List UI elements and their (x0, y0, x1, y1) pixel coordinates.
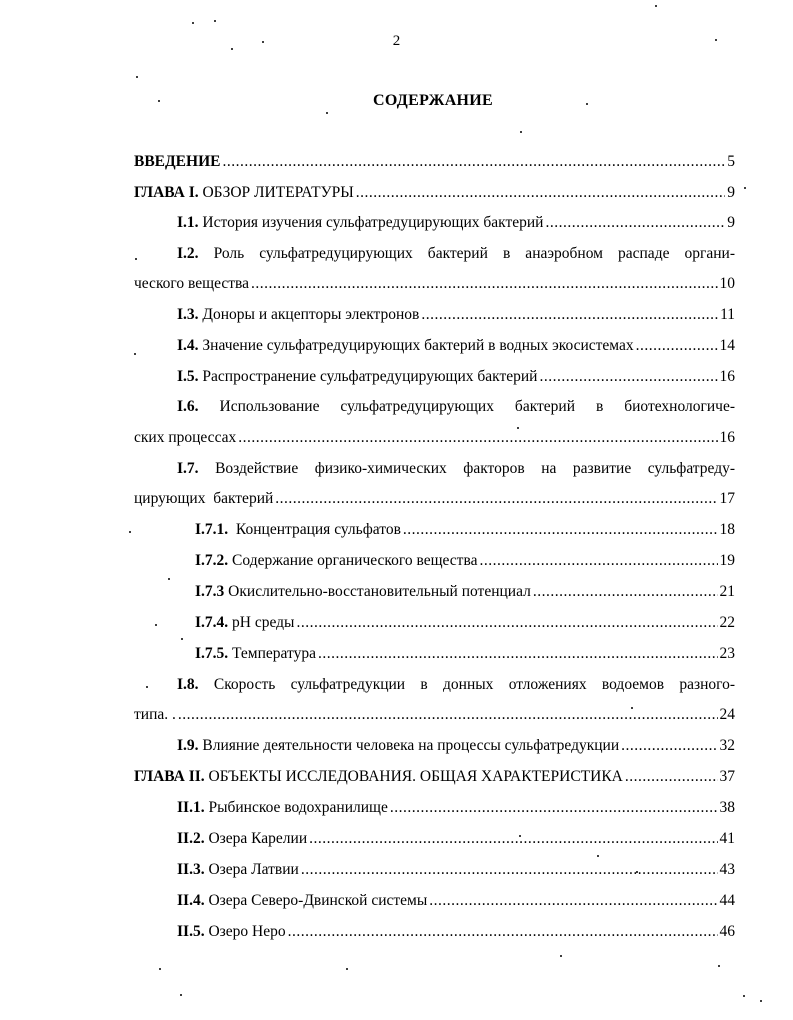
toc-entry-number: I.7.5. (195, 645, 229, 662)
toc-entry (177, 306, 735, 324)
toc-entry (177, 337, 735, 355)
toc-entry (195, 614, 735, 632)
toc-entry-page: 10 (719, 275, 735, 292)
toc-entry-page: 14 (719, 337, 735, 354)
toc-entry-page: 41 (719, 830, 735, 847)
toc-entry-text: Воздействие физико-химических факторов на развитие сульфатреду- (198, 460, 735, 477)
page-title: СОДЕРЖАНИЕ (372, 92, 494, 109)
toc-entry-text: ОБЪЕКТЫ ИССЛЕДОВАНИЯ. ОБЩАЯ ХАРАКТЕРИСТИКА (204, 768, 623, 785)
toc-entry-number: I.7.3 (195, 583, 225, 600)
toc-entry-text: Концентрация сульфатов (228, 521, 401, 538)
toc-entry (134, 153, 735, 171)
toc-entry-page: 24 (719, 706, 735, 723)
toc-entry-page: 11 (720, 306, 735, 323)
toc-entry-number: I.9. (177, 737, 199, 754)
toc-entry (177, 892, 735, 910)
toc-entry-text: ческого вещества (134, 275, 249, 292)
toc-entry-text: Роль сульфатредуцирующих бактерий в анаэробном распаде органи- (198, 245, 735, 262)
toc-entry-page: 46 (719, 923, 735, 940)
toc-entry (177, 861, 735, 879)
toc-entry-page: 38 (719, 799, 735, 816)
toc-entry-text: Рыбинское водохранилище (204, 799, 388, 816)
toc-entry-number: I.3. (177, 306, 199, 323)
toc-entry-text: цирующих бактерий (134, 490, 274, 507)
toc-entry-number: II.4. (177, 892, 205, 909)
toc-entry-text: ских процессах (134, 429, 237, 446)
toc-entry-text: Озера Северо-Двинской системы (204, 892, 428, 909)
toc-entry-number: ГЛАВА I. (134, 184, 199, 201)
toc-entry-text: Озера Латвии (204, 861, 299, 878)
toc-entry-number: I.7.2. (195, 552, 229, 569)
toc-entry-text: Значение сульфатредуцирующих бактерий в водных экосистемах (198, 337, 634, 354)
toc-entry-line2 (134, 429, 735, 447)
toc-entry-number: I.4. (177, 337, 199, 354)
toc-entry-number: I.8. (177, 676, 199, 693)
toc-entry-text: Доноры и акцепторы электронов (198, 306, 420, 323)
toc-entry (177, 368, 735, 386)
toc-entry-number: I.7.1. (195, 521, 229, 538)
toc-entry-line1 (177, 398, 735, 416)
toc-entry-page: 22 (719, 614, 735, 631)
toc-entry-line2 (134, 706, 735, 724)
toc-entry-number: I.6. (177, 398, 199, 415)
toc-entry-text: типа. . (134, 706, 176, 723)
toc-entry-text: Влияние деятельности человека на процессы сульфатредукции (198, 737, 620, 754)
toc-entry (134, 184, 735, 202)
toc-entry-number: I.7. (177, 460, 199, 477)
toc-entry-text: Температура (228, 645, 316, 662)
toc-entry-number: I.7.4. (195, 614, 229, 631)
toc-entry-text: Использование сульфатредуцирующих бактерий в биотехнологиче- (198, 398, 735, 415)
toc-entry-number: ГЛАВА II. (134, 768, 205, 785)
toc-entry (177, 214, 735, 232)
toc-entry (177, 923, 735, 941)
page-number: 2 (392, 33, 401, 49)
toc-entry-text: pH среды (228, 614, 295, 631)
toc-entry-page: 19 (719, 552, 735, 569)
toc-entry-text: История изучения сульфатредуцирующих бактерий (198, 214, 544, 231)
toc-entry-page: 37 (719, 768, 735, 785)
toc-entry (195, 521, 735, 539)
toc-entry-number: II.5. (177, 923, 205, 940)
toc-entry-text: Содержание органического вещества (228, 552, 478, 569)
toc-entry (177, 799, 735, 817)
toc-entry-page: 9 (727, 214, 735, 231)
toc-entry-text: Озера Карелии (204, 830, 308, 847)
toc-entry-text: ОБЗОР ЛИТЕРАТУРЫ (198, 184, 354, 201)
toc-entry-number: I.1. (177, 214, 199, 231)
toc-entry-page: 18 (719, 521, 735, 538)
toc-entry-line2 (134, 275, 735, 293)
toc-entry-line1 (177, 460, 735, 478)
toc-entry-number: II.3. (177, 861, 205, 878)
toc-entry-page: 44 (719, 892, 735, 909)
toc-entry-page: 16 (719, 429, 735, 446)
toc-entry-number: I.2. (177, 245, 199, 262)
toc-entry (195, 583, 735, 601)
toc-entry-page: 5 (727, 153, 735, 170)
toc-entry-number: II.1. (177, 799, 205, 816)
toc-entry-text: Распространение сульфатредуцирующих бактерий (198, 368, 538, 385)
toc-entry-line2 (134, 490, 735, 508)
toc-entry-page: 21 (719, 583, 735, 600)
toc-entry (195, 552, 735, 570)
toc-entry-text: Озеро Неро (204, 923, 286, 940)
toc-entry-page: 16 (719, 368, 735, 385)
toc-entry-number: I.5. (177, 368, 199, 385)
toc-entry-page: 43 (719, 861, 735, 878)
toc-entry-number: II.2. (177, 830, 205, 847)
toc-entry (177, 830, 735, 848)
toc-entry-page: 9 (727, 184, 735, 201)
toc-entry-text: Окислительно-восстановительный потенциал (224, 583, 531, 600)
toc-entry (134, 768, 735, 786)
toc-entry (177, 737, 735, 755)
toc-entry-line1 (177, 245, 735, 263)
toc-entry-page: 17 (719, 490, 735, 507)
toc-entry-text: Скорость сульфатредукции в донных отложениях водоемов разного- (198, 676, 735, 693)
toc-entry-number: ВВЕДЕНИЕ (134, 153, 221, 170)
toc-entry-line1 (177, 676, 735, 694)
toc-entry-page: 23 (719, 645, 735, 662)
toc-entry-page: 32 (719, 737, 735, 754)
toc-entry (195, 645, 735, 663)
